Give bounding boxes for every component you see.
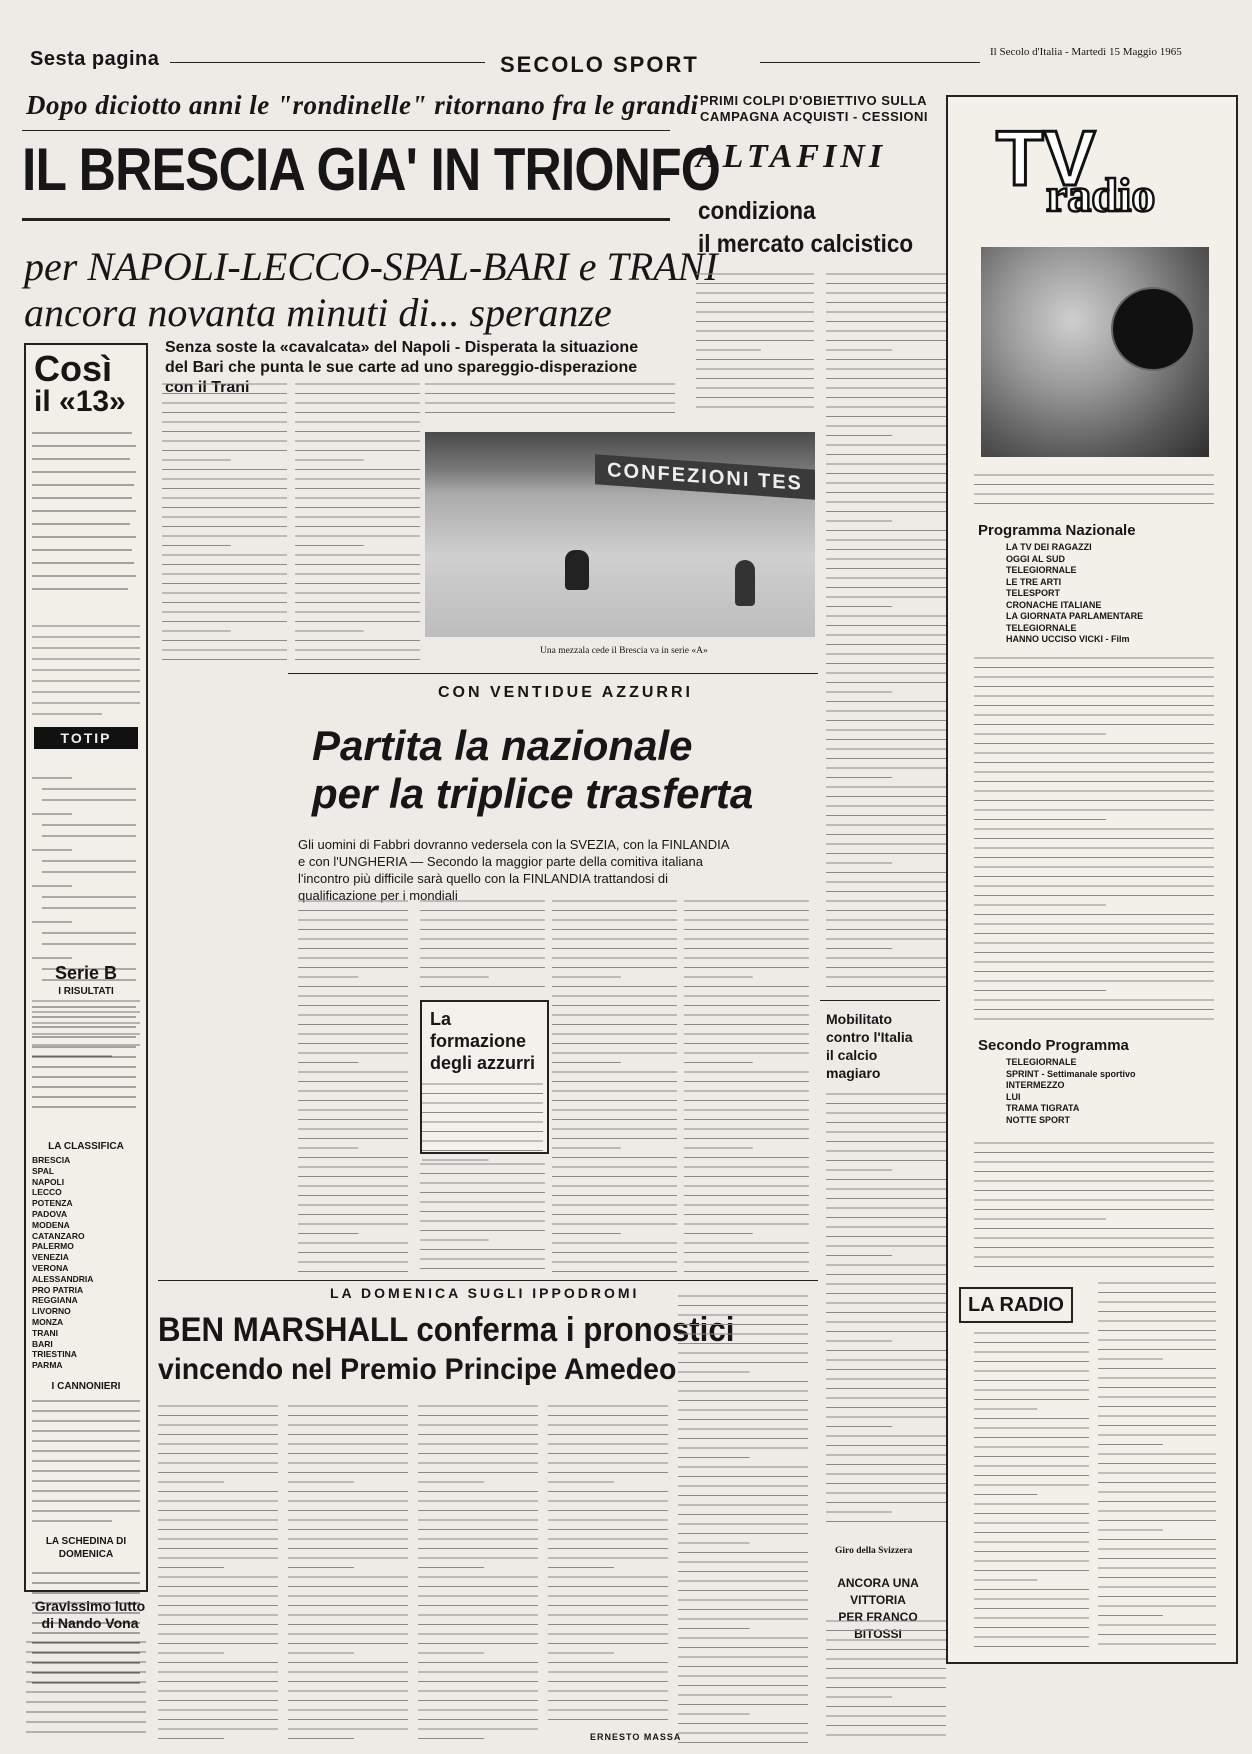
classifica-row [32,1349,142,1360]
byline: ERNESTO MASSA [590,1732,682,1742]
altafini-name: ALTAFINI [696,138,887,175]
classifica-row [32,1177,142,1188]
classifica-row [32,1241,142,1252]
giro-body [826,1615,946,1745]
mobilitato-rule [820,1000,940,1001]
nazionale-body-col2b [420,1158,545,1276]
page-label: Sesta pagina [30,48,160,70]
program-item: HANNO UCCISO VICKI - Film [1006,634,1130,644]
classifica-row [32,1198,142,1209]
nazionale-headline-line2: per la triplice trasferta [312,770,754,818]
program-item: CRONACHE ITALIANE [1006,599,1102,610]
program-item: TELEGIORNALE [1006,565,1077,575]
nazionale-body-col3 [552,895,677,1275]
classifica-row [32,1295,142,1306]
program-item: SPRINT - Settimanale sportivo [1006,1068,1136,1079]
headline-rule [22,218,670,221]
tv-radio-logo [986,115,1186,215]
lead-kicker: Dopo diciotto anni le "rondinelle" ritornano fra le grandi [26,90,699,120]
formazione-box [420,1000,549,1154]
altafini-body-col2 [826,268,946,993]
ippodromi-headline-bold: BEN MARSHALL [158,1311,408,1349]
kicker-rule [22,130,670,131]
classifica-team: REGGIANA [32,1295,78,1306]
sidebar-13-title-line2: il «13» [34,385,126,418]
header-rule-right [760,62,980,63]
program-item: TELEGIORNALE [1006,1057,1077,1067]
altafini-kicker [700,93,928,125]
record-disc [1111,287,1195,371]
classifica-team: LIVORNO [32,1306,71,1317]
secondo-programma-body [974,1137,1214,1277]
classifica-row [32,1209,142,1220]
sidebar-13-title [26,345,146,417]
radio-body-col1 [974,1327,1089,1652]
nazionale-body-col2a [420,895,545,995]
classifica-row [32,1274,142,1285]
classifica-team: MODENA [32,1219,70,1230]
classifica-row [32,1285,142,1296]
mobilitato-line2: contro l'Italia [826,1029,913,1045]
programma-nazionale-title: Programma Nazionale [978,522,1136,539]
serie-b-title: Serie B [54,963,118,983]
classifica-team: CATANZARO [32,1230,85,1241]
lead-photo [425,432,815,637]
nazionale-headline [312,722,753,819]
secondo-programma-list [978,1057,1208,1126]
nazionale-body-col4 [684,895,809,1275]
singer-photo [981,247,1209,457]
classifica-team: VENEZIA [32,1252,69,1263]
classifica-team: SPAL [32,1165,55,1176]
classifica-team: VERONA [32,1262,69,1273]
classifica-team: PADOVA [32,1208,68,1219]
nazionale-headline-line1: Partita la nazionale [312,722,693,769]
classifica-row [32,1360,142,1371]
ippodromi-headline-line2: vincendo nel Premio Principe Amedeo [158,1353,677,1386]
ippodromi-headline [158,1310,734,1351]
photo-caption: Una mezzala cede il Brescia va in serie «A» [540,646,708,656]
mobilitato-line4: magiaro [826,1065,881,1081]
formazione-body [422,1078,543,1168]
altafini-sub-line2: il mercato calcistico [698,229,914,258]
totip-list [32,770,140,985]
formazione-title [422,1002,547,1078]
classifica-label: LA CLASSIFICA [48,1141,124,1152]
classifica-team: TRIESTINA [32,1349,77,1360]
risultati-list [32,1001,140,1131]
classifica-team: PARMA [32,1360,63,1371]
altafini-kicker-line1: PRIMI COLPI D'OBIETTIVO SULLA [700,93,928,108]
mobilitato-line1: Mobilitato [826,1011,893,1027]
radio-body-col2 [1098,1277,1216,1652]
ippodromi-body-col5 [678,1290,808,1745]
classifica-row [32,1252,142,1263]
lead-subhead [24,244,718,336]
classifica-row [32,1231,142,1242]
gravissimo-line1: Gravissimo lutto [34,1598,146,1614]
results-13-list [32,425,140,615]
classifica-row [32,1339,142,1350]
ippodromi-body-col1 [158,1400,278,1745]
secondo-programma-title: Secondo Programma [978,1037,1129,1054]
classifica-team: LECCO [32,1187,62,1198]
lead-body-col3 [425,378,675,418]
goalkeeper-figure [565,550,589,590]
photo-banner: CONFEZIONI TES [595,454,815,499]
altafini-body-col1 [696,268,814,418]
classifica-team: PALERMO [32,1241,74,1252]
classifica-team: POTENZA [32,1198,73,1209]
altafini-sub-line1: condiziona [698,197,816,225]
giro-line1: ANCORA UNA VITTORIA [837,1576,919,1607]
classifica-team: NAPOLI [32,1176,65,1187]
cannonieri-list [32,1395,140,1535]
classifica-list [32,1155,142,1371]
classifica-row [32,1263,142,1274]
ippodromi-body-col2 [288,1400,408,1745]
sidebar-13-note [32,620,140,730]
gravissimo-headline [30,1598,150,1632]
classifica-row [32,1317,142,1328]
nazionale-kicker: CON VENTIDUE AZZURRI [438,684,693,701]
mobilitato-headline [826,1010,913,1082]
program-item: TRAMA TIGRATA [1006,1103,1080,1113]
lead-subhead-line2: ancora novanta minuti di... speranze [24,290,612,335]
lead-deck: Senza soste la «cavalcata» del Napoli - Disperata la situazione del Bari che punta le sue carte ad uno spareggio-disperazione con il Trani [165,339,639,396]
classifica-row [32,1328,142,1339]
dateline: Il Secolo d'Italia - Martedì 15 Maggio 1965 [990,46,1182,58]
lead-body-col2 [295,378,420,668]
gravissimo-line2: di Nando Vona [41,1615,139,1631]
mobilitato-line3: il calcio [826,1047,878,1063]
program-item: LUI [1006,1091,1021,1102]
ippodromi-body-col4 [548,1400,668,1725]
nazionale-deck: Gli uomini di Fabbri dovranno vedersela con la SVEZIA, con la FINLANDIA e con l'UNGHERIA — Secondo la maggior parte della comitiva italiana l'incontro più difficile sarà quello con la FINLANDIA trattandosi di qualificazione per i mondiali [298,837,729,903]
programma-nazionale-list [978,542,1208,646]
ippodromi-rule [158,1280,818,1281]
schedina-label: LA SCHEDINA DI DOMENICA [45,1536,127,1560]
classifica-row [32,1187,142,1198]
risultati-label: I RISULTATI [58,986,114,997]
player-figure [735,560,755,606]
cannonieri-label: I CANNONIERI [51,1381,121,1392]
formazione-title-line1: La formazione [430,1009,527,1051]
classifica-team: BARI [32,1338,53,1349]
program-item: LE TRE ARTI [1006,576,1062,587]
classifica-team: TRANI [32,1327,58,1338]
giro-kicker: Giro della Svizzera [835,1546,913,1556]
lead-body-col1 [162,378,287,668]
classifica-team: MONZA [32,1316,64,1327]
program-item: INTERMEZZO [1006,1080,1065,1090]
gravissimo-body [26,1636,146,1746]
classifica-row [32,1166,142,1177]
logo-radio-text: radio [1046,169,1156,215]
classifica-team: BRESCIA [32,1155,71,1165]
nazionale-body-col1 [298,895,408,1275]
program-item: TELEGIORNALE [1006,622,1077,633]
photo-caption-tv [974,469,1214,509]
program-item: LA GIORNATA PARLAMENTARE [1006,611,1144,621]
giro-line2: PER FRANCO BITOSSI [838,1610,918,1641]
totip-label: TOTIP [34,727,138,749]
header-rule-left [170,62,485,63]
program-item: NOTTE SPORT [1006,1114,1071,1125]
program-item: OGGI AL SUD [1006,553,1066,564]
section-title: SECOLO SPORT [500,52,699,77]
classifica-row [32,1220,142,1231]
mobilitato-body [826,1088,946,1528]
lead-headline: IL BRESCIA GIA' IN TRIONFO [22,136,721,203]
tv-radio-box [946,95,1238,1664]
program-item: LA TV DEI RAGAZZI [1006,542,1092,552]
altafini-kicker-line2: CAMPAGNA ACQUISTI - CESSIONI [700,109,929,124]
ippodromi-kicker: LA DOMENICA SUGLI IPPODROMI [330,1285,640,1301]
classifica-team: PRO PATRIA [32,1284,84,1295]
logo-tv-text: TV [996,115,1096,202]
ippodromi-headline-rest: conferma i pronostici [416,1311,735,1349]
nazionale-rule [288,673,818,674]
la-radio-label: LA RADIO [959,1287,1073,1323]
classifica-row [32,1306,142,1317]
results-lines [32,425,140,615]
classifica-team: ALESSANDRIA [32,1273,94,1284]
ippodromi-body-col3 [418,1400,538,1745]
program-item: TELESPORT [1006,588,1061,598]
sidebar-13-title-line1: Così [34,348,113,389]
altafini-sub [698,195,913,260]
programma-nazionale-body [974,652,1214,1027]
lead-subhead-line1: per NAPOLI-LECCO-SPAL-BARI e TRANI [24,244,718,289]
sidebar-13 [24,343,148,1592]
formazione-title-line2: degli azzurri [430,1053,536,1073]
classifica-row [32,1155,142,1166]
